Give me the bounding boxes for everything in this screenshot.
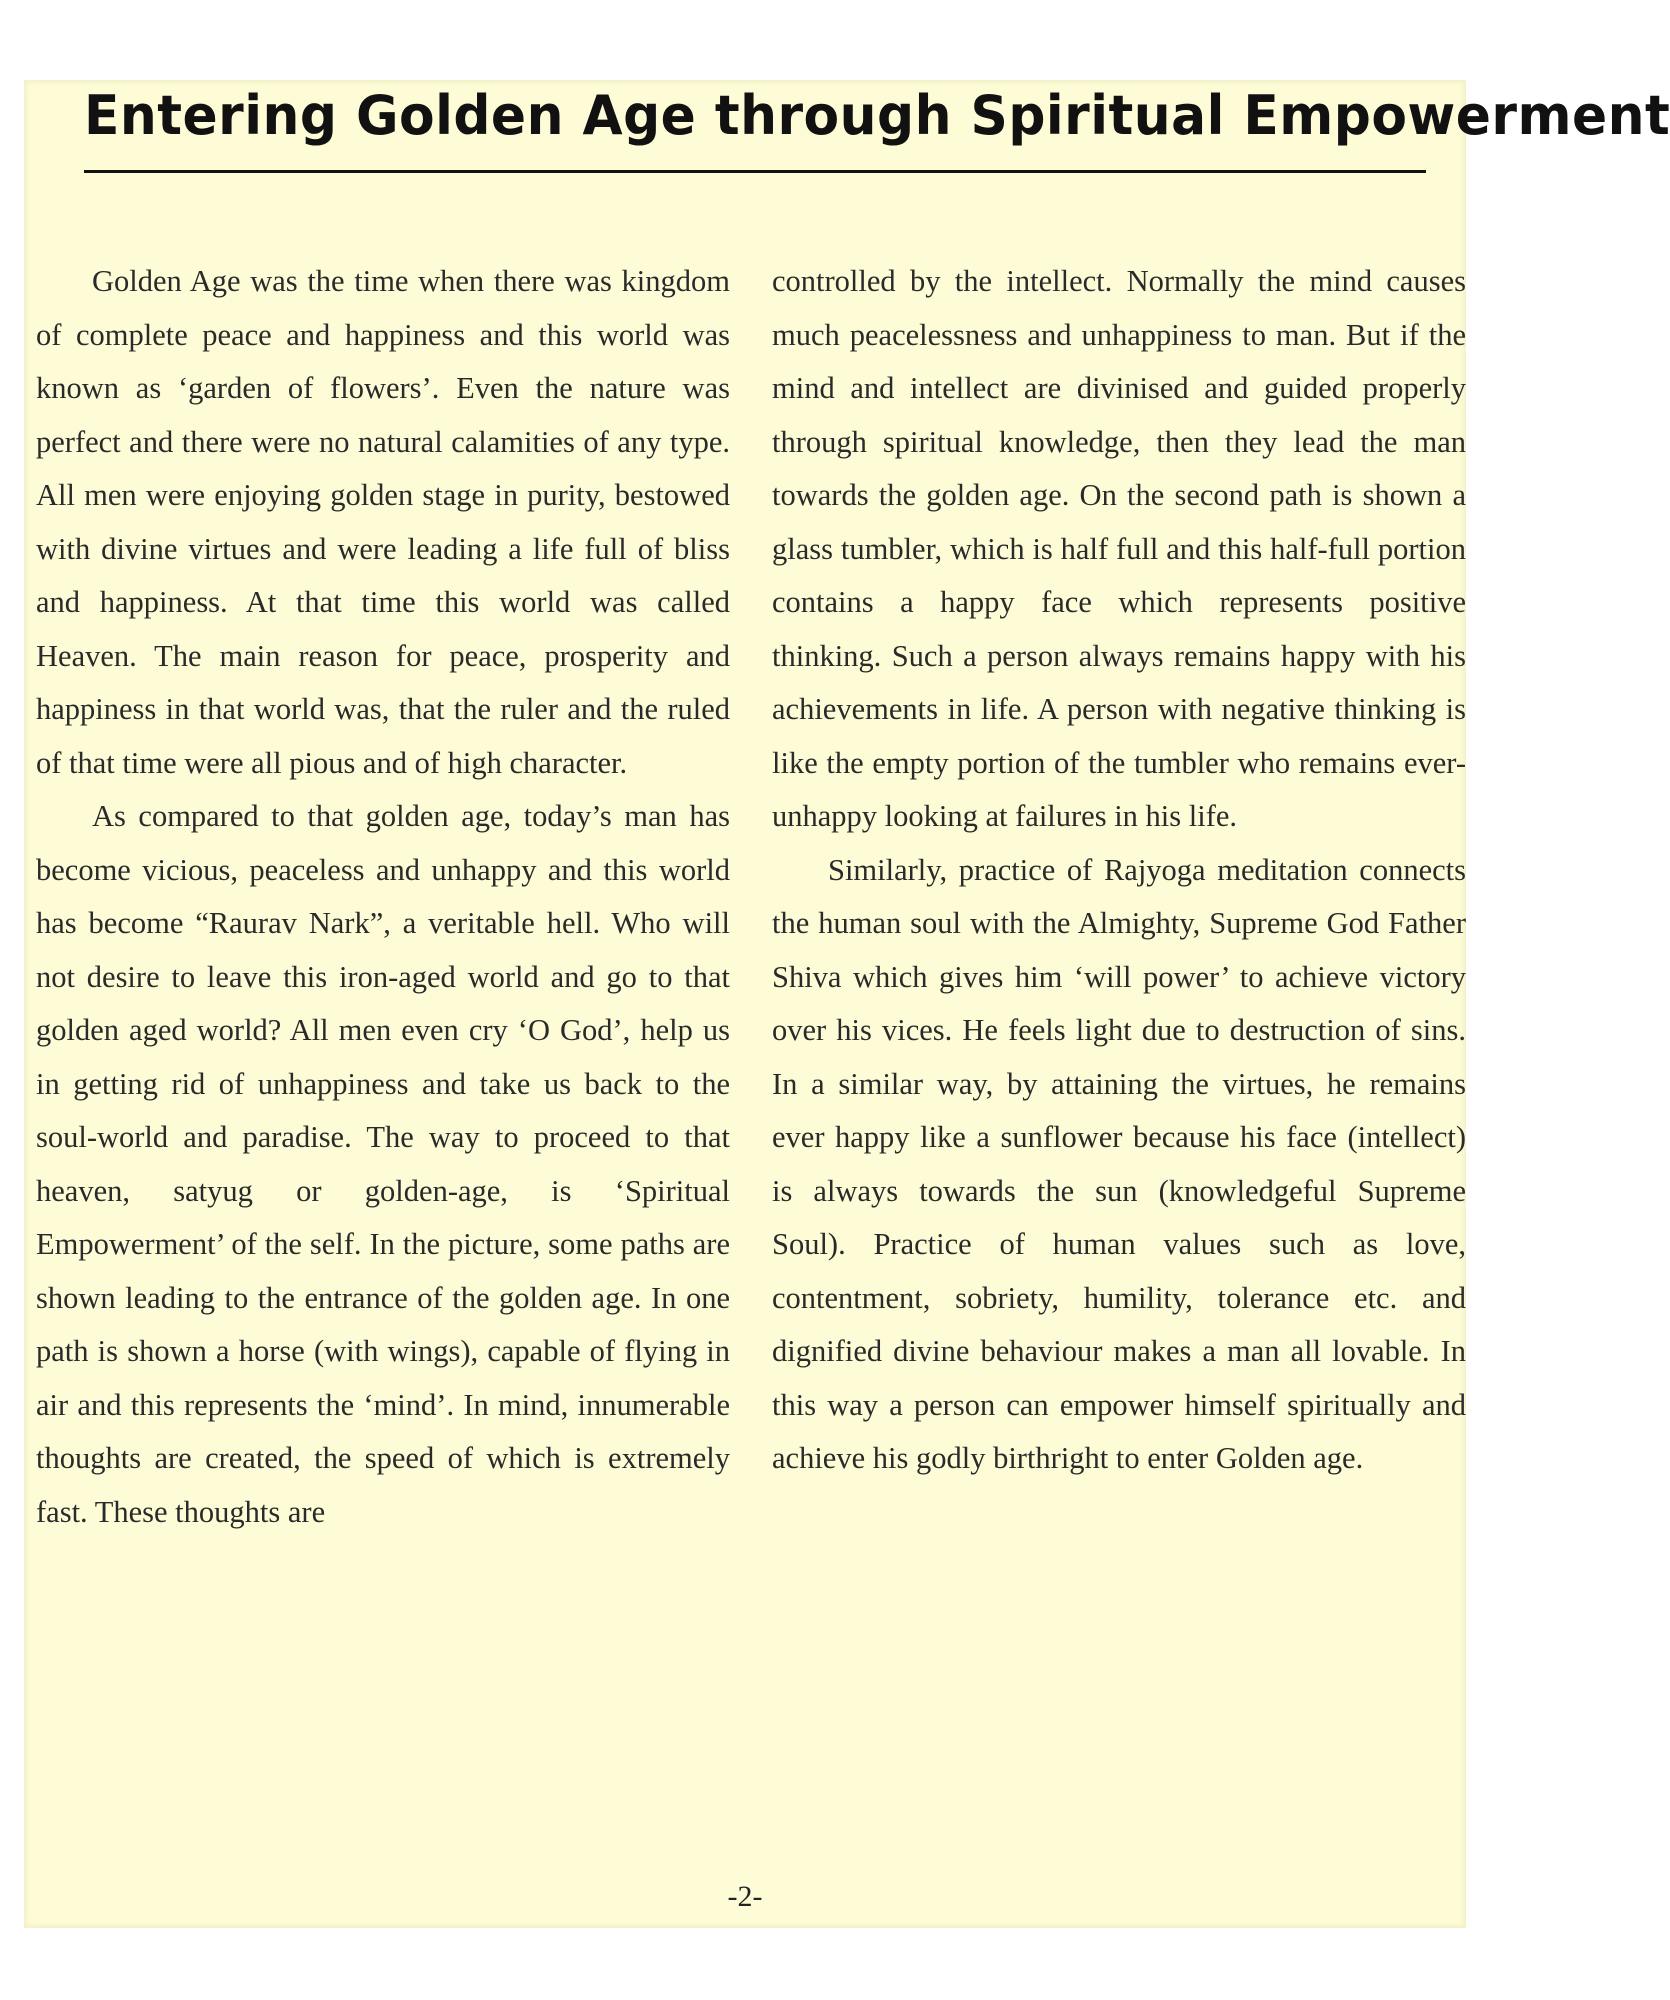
left-column	[36, 255, 730, 1539]
left-paragraph-1: Golden Age was the time when there was kingdom of complete peace and happiness and this world was known as ‘garden of flowers’. Even the nature was perfect and there were no natural calamities of any type. All men were enjoying golden stage in purity, bestowed with divine virtues and were leading a life full of bliss and happiness. At that time this world was called Heaven. The main reason for peace, prosperity and happiness in that world was, that the ruler and the ruled of that time were all pious and of high character.	[36, 264, 730, 780]
title-underline	[84, 170, 1426, 173]
right-column	[772, 255, 1466, 1486]
document-page	[24, 80, 1670, 1928]
right-paragraph-2: Similarly, practice of Rajyoga meditation connects the human soul with the Almighty, Supreme God Father Shiva which gives him ‘will power’ to achieve victory over his vices. He feels light due to destruction of sins. In a similar way, by attaining the virtues, he remains ever happy like a sunflower because his face (intellect) is always towards the sun (knowledgeful Supreme Soul). Practice of human values such as love, contentment, sobriety, humility, tolerance etc. and dignified divine behaviour makes a man all lovable. In this way a person can empower himself spiritually and achieve his godly birthright to enter Golden age.	[772, 852, 1466, 1475]
page-title: Entering Golden Age through Spiritual Empowerment	[84, 84, 1670, 147]
left-paragraph-2: As compared to that golden age, today’s man has become vicious, peaceless and unhappy and this world has become “Raurav Nark”, a veritable hell. Who will not desire to leave this iron-aged world and go to that golden aged world? All men even cry ‘O God’, help us in getting rid of unhappiness and take us back to the soul-world and paradise. The way to proceed to that heaven, satyug or golden-age, is ‘Spiritual Empowerment’ of the self. In the picture, some paths are shown leading to the entrance of the golden age. In one path is shown a horse (with wings), capable of flying in air and this represents the ‘mind’. In mind, innumerable thoughts are created, the speed of which is extremely fast. These thoughts are	[36, 799, 730, 1529]
right-paragraph-1: controlled by the intellect. Normally the mind causes much peacelessness and unhappiness to man. But if the mind and intellect are divinised and guided properly through spiritual knowledge, then they lead the man towards the golden age. On the second path is shown a glass tumbler, which is half full and this half-full portion contains a happy face which represents positive thinking. Such a person always remains happy with his achievements in life. A person with negative thinking is like the empty portion of the tumbler who remains ever-unhappy looking at failures in his life.	[772, 264, 1466, 833]
page-number: -2-	[727, 1880, 763, 1913]
